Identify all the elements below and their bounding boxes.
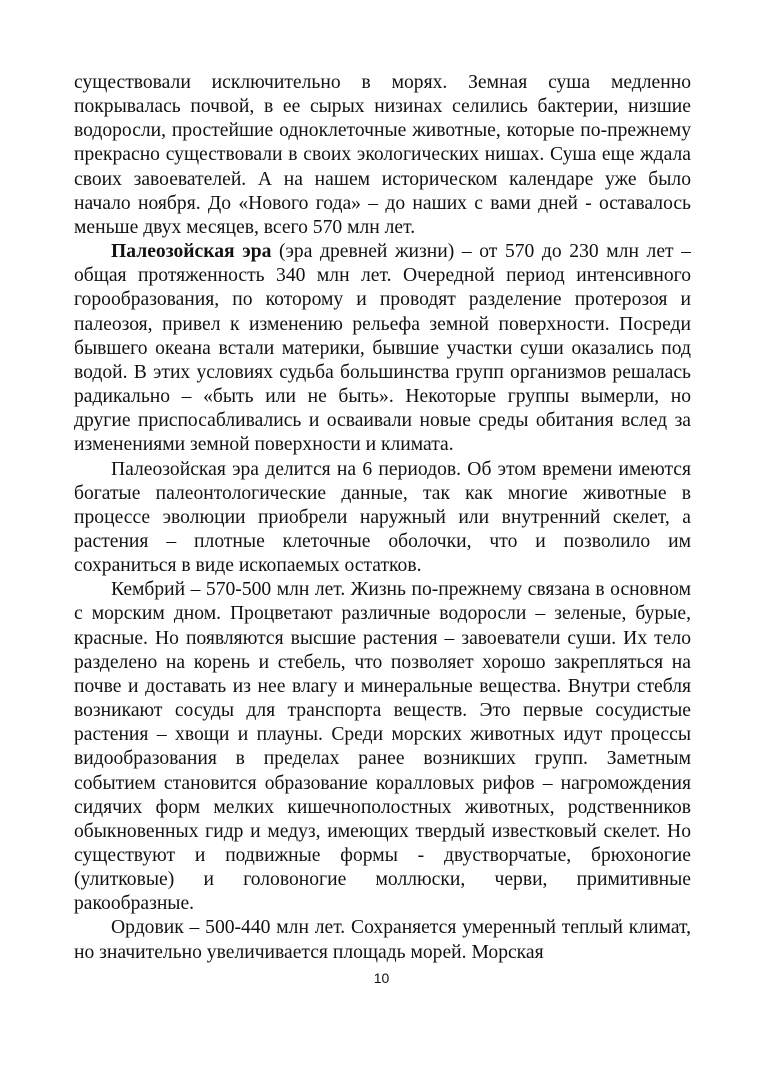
paragraph-periods	[74, 458, 691, 579]
paragraph-text: Кембрий – 570-500 млн лет. Жизнь по-прежнему связана в основном с морским дном. Процветают различные водоросли – зеленые, бурые, красные. Но появляются высшие растения – завоеватели суши. Их тело разделено на корень и стебель, что позволяет хорошо закрепляться на почве и доставать из нее влагу и минеральные вещества. Внутри стебля возникают сосуды для транспорта веществ. Это первые сосудистые растения – хвощи и плауны. Среди морских животных идут процессы видообразования в пределах ранее возникших групп. Заметным событием становится образование коралловых рифов – нагромождения сидячих форм мелких кишечнополостных животных, родственников обыкновенных гидр и медуз, имеющих твердый известковый скелет. Но существуют и подвижные формы - двустворчатые, брюхоногие (улитковые) и головоногие моллюски, черви, примитивные ракообразные.	[74, 579, 691, 915]
paragraph-continuation	[74, 71, 691, 240]
paragraph-cambrian	[74, 578, 691, 916]
paragraph-ordovician	[74, 916, 691, 964]
paragraph-paleozoic-era	[74, 240, 691, 457]
page-number: 10	[373, 970, 390, 986]
paragraph-text: Палеозойская эра делится на 6 периодов. Об этом времени имеются богатые палеонтологические данные, так как многие животные в процессе эволюции приобрели наружный или внутренний скелет, а растения – плотные клеточные оболочки, что и позволило им сохраниться в виде ископаемых остатков.	[74, 458, 691, 577]
paragraph-text: существовали исключительно в морях. Земная суша медленно покрывалась почвой, в ее сырых низинах селились бактерии, низшие водоросли, простейшие одноклеточные животные, которые по-прежнему прекрасно существовали в своих экологических нишах. Суша еще ждала своих завоевателей. А на нашем историческом календаре уже было начало ноября. До «Нового года» – до наших с вами дней - оставалось меньше двух месяцев, всего 570 млн лет.	[74, 72, 691, 238]
page-body	[74, 71, 691, 965]
paragraph-text: Ордовик – 500-440 млн лет. Сохраняется умеренный теплый климат, но значительно увеличивается площадь морей. Морская	[74, 917, 691, 963]
paragraph-text: (эра древней жизни) – от 570 до 230 млн лет – общая протяженность 340 млн лет. Очередной период интенсивного горообразования, по которому и проводят разделение протерозоя и палеозоя, привел к изменению рельефа земной поверхности. Посреди бывшего океана встали материки, бывшие участки суши оказались под водой. В этих условиях судьба большинства групп организмов решалась радикально – «быть или не быть». Некоторые группы вымерли, но другие приспосабливались и осваивали новые среды обитания вслед за изменениями земной поверхности и климата.	[74, 241, 691, 456]
paragraph-lead-bold: Палеозойская эра	[111, 241, 272, 263]
